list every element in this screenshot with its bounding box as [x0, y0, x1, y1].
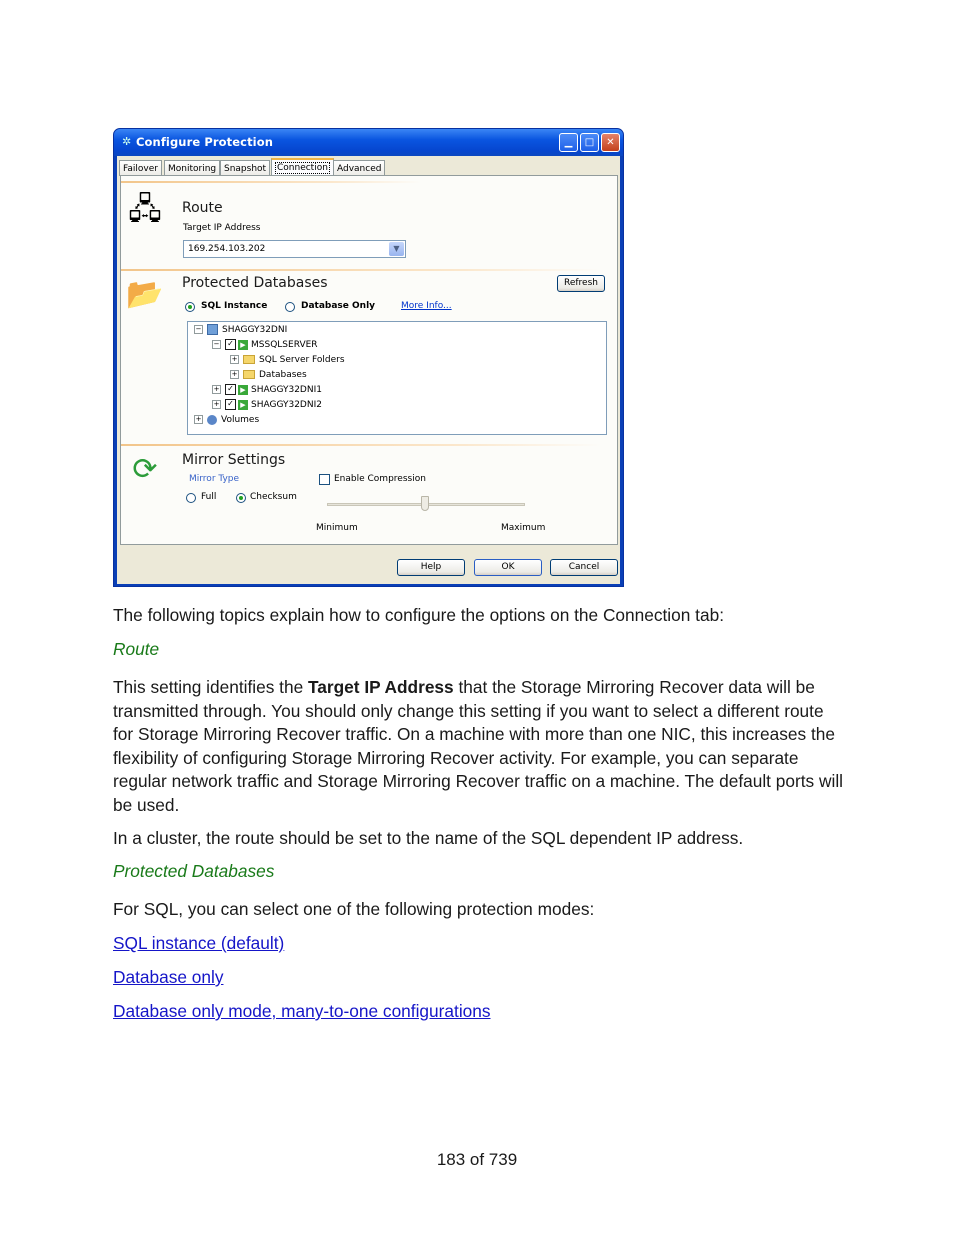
expand-icon[interactable]: +: [213, 385, 220, 393]
volume-icon: [207, 415, 217, 425]
database-tree[interactable]: [187, 321, 607, 435]
tab-connection[interactable]: Connection: [271, 158, 334, 177]
configure-protection-dialog: [113, 128, 624, 587]
tree-row-shaggy32dni1[interactable]: + ✓ ▶ SHAGGY32DNI1: [213, 384, 322, 395]
mirror-settings-title: Mirror Settings: [182, 452, 286, 468]
database-folder-icon: 📂: [126, 277, 164, 312]
tree-row-databases[interactable]: + Databases: [231, 370, 307, 380]
tree-row-shaggy32dni[interactable]: − SHAGGY32DNI: [195, 325, 288, 335]
tree-row-volumes[interactable]: + Volumes: [195, 415, 260, 425]
protected-databases-title: Protected Databases: [182, 275, 328, 291]
play-icon: ▶: [238, 400, 248, 410]
play-icon: ▶: [238, 385, 248, 395]
dialog-title: Configure Protection: [136, 135, 274, 149]
database-only-label: Database Only: [301, 301, 376, 311]
tree-row-shaggy32dni2[interactable]: + ✓ ▶ SHAGGY32DNI2: [213, 399, 322, 410]
route-heading: Route: [113, 639, 160, 659]
cancel-button[interactable]: Cancel: [550, 559, 618, 576]
play-icon: ▶: [238, 340, 248, 350]
server-icon: [207, 324, 218, 335]
intro-paragraph: The following topics explain how to configure the options on the Connection tab:: [113, 605, 724, 625]
slider-maximum-label: Maximum: [501, 523, 546, 533]
folder-icon: [243, 370, 255, 379]
chevron-down-icon[interactable]: ▼: [389, 242, 404, 256]
checksum-label: Checksum: [250, 492, 297, 502]
refresh-button[interactable]: Refresh: [557, 275, 605, 292]
help-button[interactable]: Help: [397, 559, 465, 576]
app-icon: ✲: [122, 135, 132, 148]
tree-row-sql-server-folders[interactable]: + SQL Server Folders: [231, 355, 345, 365]
tab-snapshot[interactable]: Snapshot: [220, 160, 270, 176]
maximize-icon[interactable]: □: [580, 133, 599, 152]
dialog-titlebar[interactable]: [114, 129, 623, 156]
protection-modes-paragraph: For SQL, you can select one of the following protection modes:: [113, 899, 595, 919]
sql-instance-radio[interactable]: [185, 302, 195, 312]
ok-button[interactable]: OK: [474, 559, 542, 576]
more-info-link[interactable]: More Info...: [401, 301, 452, 311]
sql-instance-label: SQL Instance: [201, 301, 268, 311]
folder-icon: [243, 355, 255, 364]
tab-monitoring[interactable]: Monitoring: [164, 160, 220, 176]
full-radio[interactable]: [186, 493, 196, 503]
minimize-icon[interactable]: ▁: [559, 133, 578, 152]
tab-failover[interactable]: Failover: [119, 160, 162, 176]
checksum-radio[interactable]: [236, 493, 246, 503]
databases-separator: [121, 269, 601, 271]
mirror-type-label: Mirror Type: [189, 474, 240, 484]
close-icon[interactable]: ✕: [601, 133, 620, 152]
database-only-radio[interactable]: [285, 302, 295, 312]
expand-icon[interactable]: +: [195, 415, 202, 423]
enable-compression-checkbox[interactable]: [319, 474, 330, 485]
expand-icon[interactable]: +: [231, 355, 238, 363]
target-ip-value: 169.254.103.202: [188, 244, 266, 254]
many-to-one-link[interactable]: Database only mode, many-to-one configurations: [113, 1001, 491, 1021]
enable-compression-label: Enable Compression: [334, 474, 426, 484]
compression-slider-handle[interactable]: [421, 496, 429, 511]
target-ip-bold-term: Target IP Address: [308, 677, 454, 697]
full-label: Full: [201, 492, 217, 502]
sql-instance-link[interactable]: SQL instance (default): [113, 933, 285, 953]
route-paragraph: This setting identifies the Target IP Address that the Storage Mirroring Recover data will be transmitted through. You should only change this setting if you want to select a different route for Storage Mirroring Recover traffic. On a machine with more than one NIC, this increases the flexibility of configuring Storage Mirroring Recover activity. For example, you can separate regular network traffic and Storage Mirroring Recover traffic on a machine. The default ports will be used.: [113, 677, 843, 815]
tab-advanced[interactable]: Advanced: [333, 160, 385, 176]
target-ip-label: Target IP Address: [183, 223, 261, 233]
mirror-sync-icon: ⟳: [132, 452, 158, 487]
expand-icon[interactable]: +: [213, 400, 220, 408]
route-title: Route: [182, 200, 223, 216]
target-ip-dropdown[interactable]: [183, 240, 406, 258]
cluster-paragraph: In a cluster, the route should be set to the name of the SQL dependent IP address.: [113, 828, 744, 848]
network-route-icon: 🖧: [128, 192, 162, 227]
checkbox-checked-icon[interactable]: ✓: [225, 339, 236, 350]
dialog-client-area: [117, 156, 620, 584]
page-number: 183 of 739: [436, 1150, 518, 1169]
collapse-icon[interactable]: −: [213, 340, 220, 348]
checkbox-checked-icon[interactable]: ✓: [225, 384, 236, 395]
database-only-link[interactable]: Database only: [113, 967, 224, 987]
slider-minimum-label: Minimum: [316, 523, 358, 533]
route-separator: [121, 181, 421, 183]
expand-icon[interactable]: +: [231, 370, 238, 378]
tree-row-mssqlserver[interactable]: − ✓ ▶ MSSQLSERVER: [213, 339, 318, 350]
connection-tab-panel: [120, 175, 618, 545]
collapse-icon[interactable]: −: [195, 325, 202, 333]
mirror-separator: [121, 444, 601, 446]
checkbox-checked-icon[interactable]: ✓: [225, 399, 236, 410]
protected-databases-heading: Protected Databases: [113, 861, 275, 881]
